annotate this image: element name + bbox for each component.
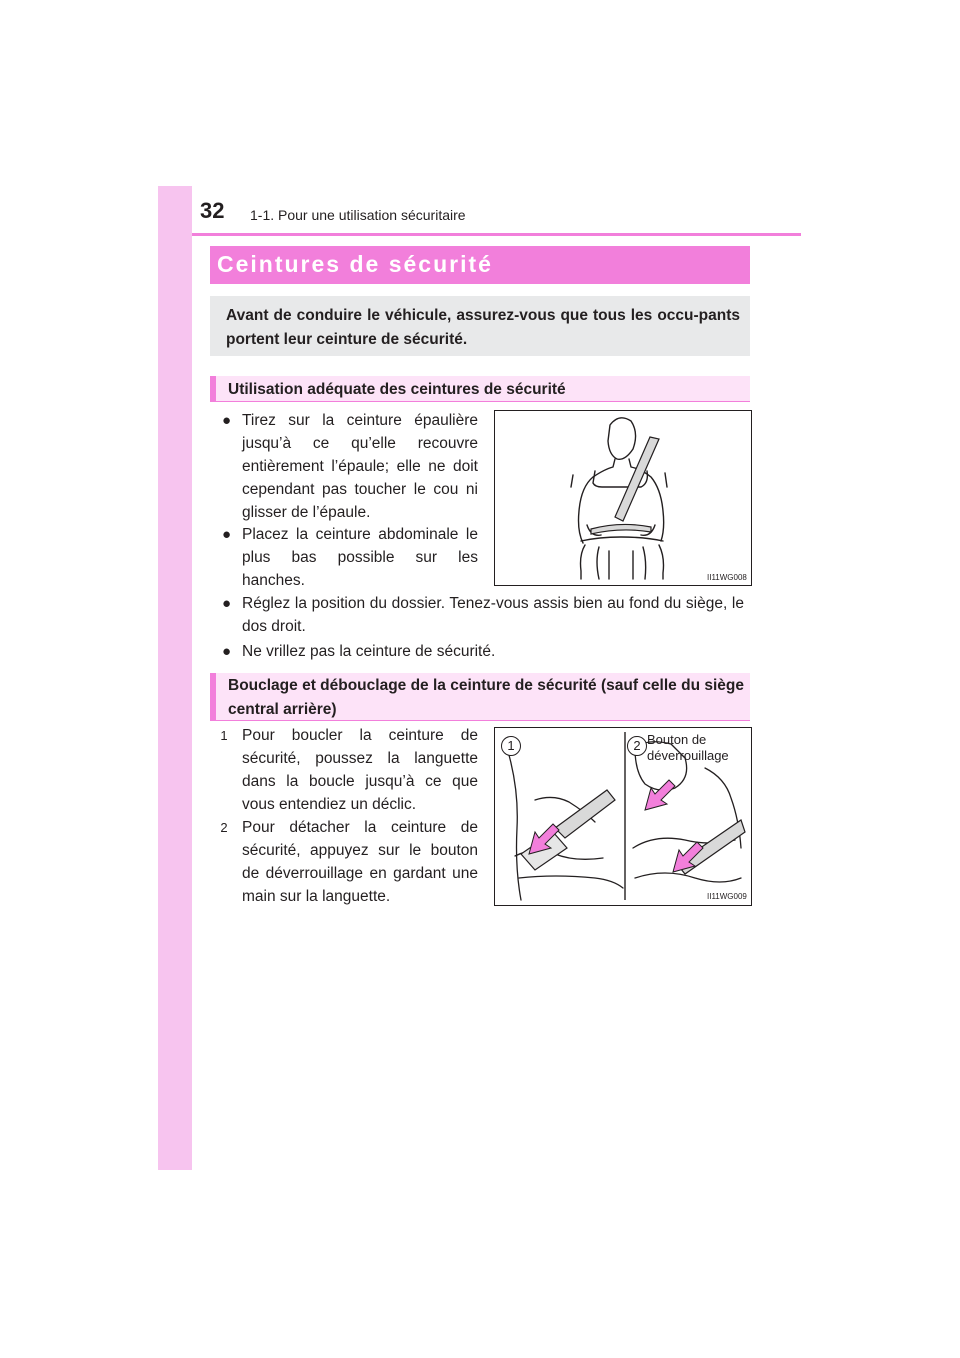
page-number: 32 bbox=[200, 198, 225, 223]
step-number: 1 bbox=[220, 728, 228, 743]
subheading-usage-text: Utilisation adéquate des ceintures de sécurité bbox=[228, 381, 566, 398]
bullet-text: Placez la ceinture abdominale le plus bas possible sur les hanches. bbox=[242, 526, 478, 589]
bullet-icon: ● bbox=[222, 412, 232, 429]
bullet-icon: ● bbox=[222, 643, 232, 660]
header-rule bbox=[192, 233, 801, 236]
chapter-title: 1-1. Pour une utilisation sécuritaire bbox=[250, 207, 466, 223]
bullet-icon: ● bbox=[222, 526, 232, 543]
intro-box bbox=[210, 296, 750, 356]
subheading-usage bbox=[210, 376, 750, 402]
step-text: Pour détacher la ceinture de sécurité, appuyez sur le bouton de déverrouillage en gardant une main sur la languette. bbox=[242, 819, 478, 905]
bullet-text: Réglez la position du dossier. Tenez-vous assis bien au fond du siège, le dos droit. bbox=[242, 595, 744, 635]
bullet-text: Tirez sur la ceinture épaulière jusqu’à ce qu’elle recouvre entièrement l’épaule; elle ne doit cependant pas toucher le cou ni glisser de l’épaule. bbox=[242, 412, 478, 521]
figure-code: II11WG008 bbox=[707, 573, 747, 582]
buckle-illustration bbox=[494, 727, 752, 906]
subheading-buckle-text: Bouclage et débouclage de la ceinture de sécurité (sauf celle du siège central arrière) bbox=[228, 677, 744, 718]
bullet-text: Ne vrillez pas la ceinture de sécurité. bbox=[242, 643, 496, 660]
side-color-strip bbox=[158, 186, 192, 1170]
release-button-callout: Bouton de déverrouillage bbox=[647, 732, 729, 763]
figure-code: II11WG009 bbox=[707, 892, 747, 901]
step-number: 2 bbox=[220, 820, 228, 835]
section-title: Ceintures de sécurité bbox=[217, 251, 493, 277]
figure-label-2: 2 bbox=[627, 736, 647, 756]
figure-label-1: 1 bbox=[501, 736, 521, 756]
seated-person-drawing bbox=[495, 411, 751, 585]
subheading-buckle bbox=[210, 673, 750, 721]
bullet-icon: ● bbox=[222, 595, 232, 612]
seated-person-illustration bbox=[494, 410, 752, 586]
section-banner bbox=[210, 246, 750, 284]
step-text: Pour boucler la ceinture de sécurité, poussez la languette dans la boucle jusqu’à ce que vous entendiez un déclic. bbox=[242, 727, 478, 813]
intro-text: Avant de conduire le véhicule, assurez-vous que tous les occu-pants portent leur ceinture de sécurité. bbox=[226, 307, 740, 348]
